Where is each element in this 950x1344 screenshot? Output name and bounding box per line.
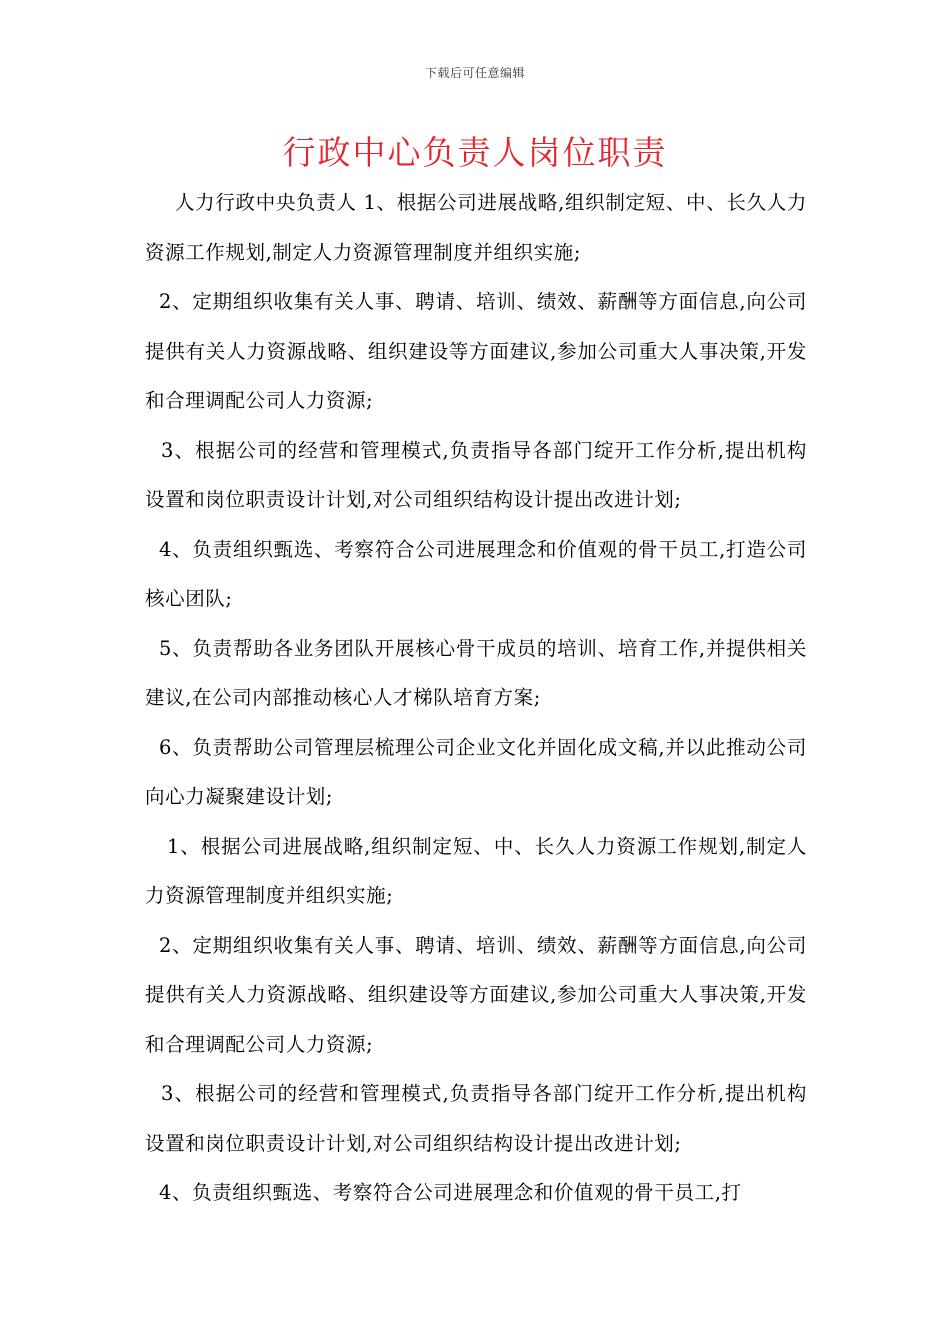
paragraph-3: 3、根据公司的经营和管理模式,负责指导各部门绽开工作分析,提出机构设置和岗位职责设计计划,对公司组织结构设计提出改进计划; bbox=[145, 438, 807, 511]
paragraph-9: 3、根据公司的经营和管理模式,负责指导各部门绽开工作分析,提出机构设置和岗位职责设计计划,对公司组织结构设计提出改进计划; bbox=[145, 1082, 807, 1155]
paragraph-5: 5、负责帮助各业务团队开展核心骨干成员的培训、培育工作,并提供相关建议,在公司内部推动核心人才梯队培育方案; bbox=[145, 636, 807, 709]
header-note: 下载后可任意编辑 bbox=[424, 66, 525, 80]
paragraph-8: 2、定期组织收集有关人事、聘请、培训、绩效、薪酬等方面信息,向公司提供有关人力资源战略、组织建设等方面建议,参加公司重大人事决策,开发和合理调配公司人力资源; bbox=[145, 933, 807, 1056]
paragraph-1: 人力行政中央负责人 1、根据公司进展战略,组织制定短、中、长久人力资源工作规划,制定人力资源管理制度并组织实施; bbox=[145, 191, 807, 264]
paragraph-2: 2、定期组织收集有关人事、聘请、培训、绩效、薪酬等方面信息,向公司提供有关人力资源战略、组织建设等方面建议,参加公司重大人事决策,开发和合理调配公司人力资源; bbox=[145, 290, 807, 412]
paragraph-4: 4、负责组织甄选、考察符合公司进展理念和价值观的骨干员工,打造公司核心团队; bbox=[145, 537, 807, 610]
paragraph-7: 1、根据公司进展战略,组织制定短、中、长久人力资源工作规划,制定人力资源管理制度并组织实施; bbox=[145, 834, 807, 907]
document-body bbox=[145, 178, 807, 1218]
paragraph-10: 4、负责组织甄选、考察符合公司进展理念和价值观的骨干员工,打 bbox=[159, 1181, 742, 1204]
document-title: 行政中心负责人岗位职责 bbox=[282, 133, 668, 172]
paragraph-6: 6、负责帮助公司管理层梳理公司企业文化并固化成文稿,并以此推动公司向心力凝聚建设计划; bbox=[145, 735, 807, 808]
